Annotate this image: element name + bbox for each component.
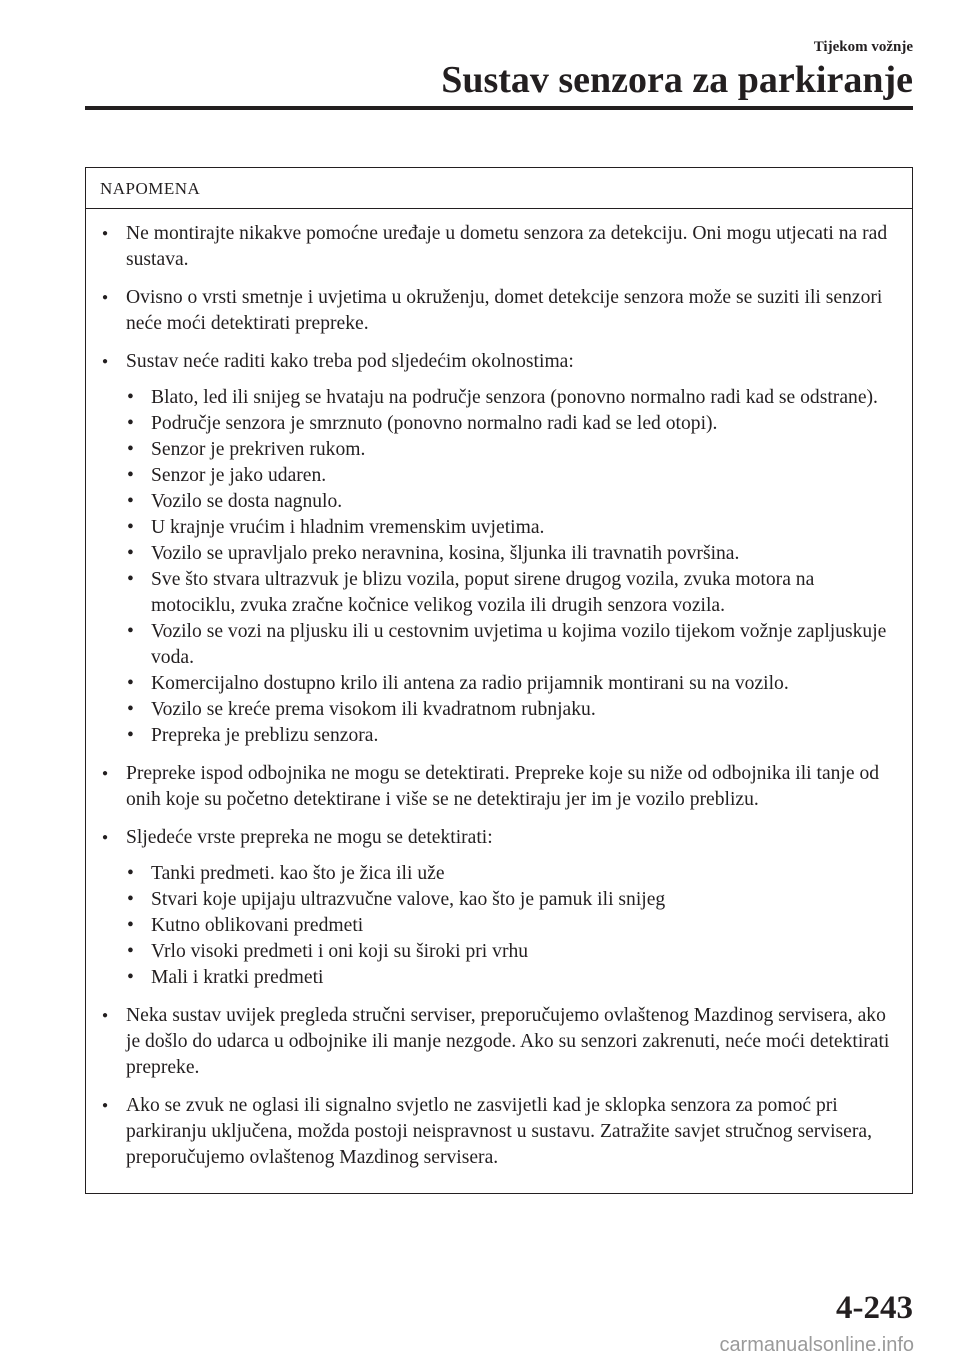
obstacle-types-list (126, 861, 898, 991)
condition-item: • Vozilo se upravljalo preko neravnina, kosina, šljunka ili travnatih površina. (126, 541, 898, 567)
note-item-text: Ne montirajte nikakve pomoćne uređaje u dometu senzora za detekciju. Oni mogu utjecati na rad sustava. (126, 223, 888, 270)
note-item-text: Neka sustav uvijek pregleda stručni serviser, preporučujemo ovlaštenog Mazdinog servisera, ako je došlo do udarca u odbojnike ili manje nezgode. Ako su senzori zakrenuti, neće moći detektirati prepreke. (126, 1005, 890, 1078)
obstacle-type-item: • Tanki predmeti. kao što je žica ili uže (126, 861, 898, 887)
condition-item: • Senzor je jako udaren. (126, 463, 898, 489)
note-item-text: Ovisno o vrsti smetnje i uvjetima u okruženju, domet detekcije senzora može se suziti ili senzori neće moći detektirati prepreke. (126, 287, 883, 334)
obstacle-type-item: • Mali i kratki predmeti (126, 965, 898, 991)
condition-item: • Komercijalno dostupno krilo ili antena za radio prijamnik montirani su na vozilo. (126, 671, 898, 697)
page-header (85, 0, 913, 112)
condition-item: • Vozilo se dosta nagnulo. (126, 489, 898, 515)
note-item (100, 825, 898, 991)
note-item (100, 285, 898, 337)
note-item-text: Sustav neće raditi kako treba pod sljedećim okolnostima: (126, 351, 574, 372)
obstacle-type-item: • Vrlo visoki predmeti i oni koji su široki pri vrhu (126, 939, 898, 965)
page-title: Sustav senzora za parkiranje (441, 59, 913, 101)
note-box (85, 167, 913, 1194)
condition-item: • Sve što stvara ultrazvuk je blizu vozila, poput sirene drugog vozila, zvuka motora na motociklu, zvuka zračne kočnice velikog vozila ili drugih senzora vozila. (126, 567, 898, 619)
page-number: 4-243 (836, 1290, 913, 1326)
note-item (100, 1093, 898, 1171)
condition-item: • Prepreka je preblizu senzora. (126, 723, 898, 749)
note-item (100, 1003, 898, 1081)
header-rule (85, 106, 913, 110)
condition-item: • U krajnje vrućim i hladnim vremenskim uvjetima. (126, 515, 898, 541)
obstacle-type-item: • Stvari koje upijaju ultrazvučne valove, kao što je pamuk ili snijeg (126, 887, 898, 913)
note-body (86, 209, 912, 1171)
note-item (100, 221, 898, 273)
condition-item: • Vozilo se vozi na pljusku ili u cestovnim uvjetima u kojima vozilo tijekom vožnje zapljuskuje voda. (126, 619, 898, 671)
section-label: Tijekom vožnje (813, 39, 913, 55)
condition-item: • Područje senzora je smrznuto (ponovno normalno radi kad se led otopi). (126, 411, 898, 437)
note-item-text: Prepreke ispod odbojnika ne mogu se detektirati. Prepreke koje su niže od odbojnika ili tanje od onih koje su početno detektirane i više se ne detektiraju jer im je vozilo preblizu. (126, 763, 880, 810)
note-heading: NAPOMENA (86, 168, 912, 209)
note-item-text: Ako se zvuk ne oglasi ili signalno svjetlo ne zasvijetli kad je sklopka senzora za pomoć pri parkiranju uključena, možda postoji neispravnost u sustavu. Zatražite savjet stručnog servisera, preporučujemo ovlaštenog Mazdinog servisera. (126, 1095, 872, 1168)
obstacle-type-item: • Kutno oblikovani predmeti (126, 913, 898, 939)
note-item (100, 349, 898, 749)
conditions-list (126, 385, 898, 749)
condition-item: • Senzor je prekriven rukom. (126, 437, 898, 463)
note-item (100, 761, 898, 813)
note-item-text: Sljedeće vrste prepreka ne mogu se detektirati: (126, 827, 493, 848)
condition-item: • Vozilo se kreće prema visokom ili kvadratnom rubnjaku. (126, 697, 898, 723)
watermark: carmanualsonline.info (719, 1334, 914, 1356)
condition-item: • Blato, led ili snijeg se hvataju na područje senzora (ponovno normalno radi kad se odstrane). (126, 385, 898, 411)
